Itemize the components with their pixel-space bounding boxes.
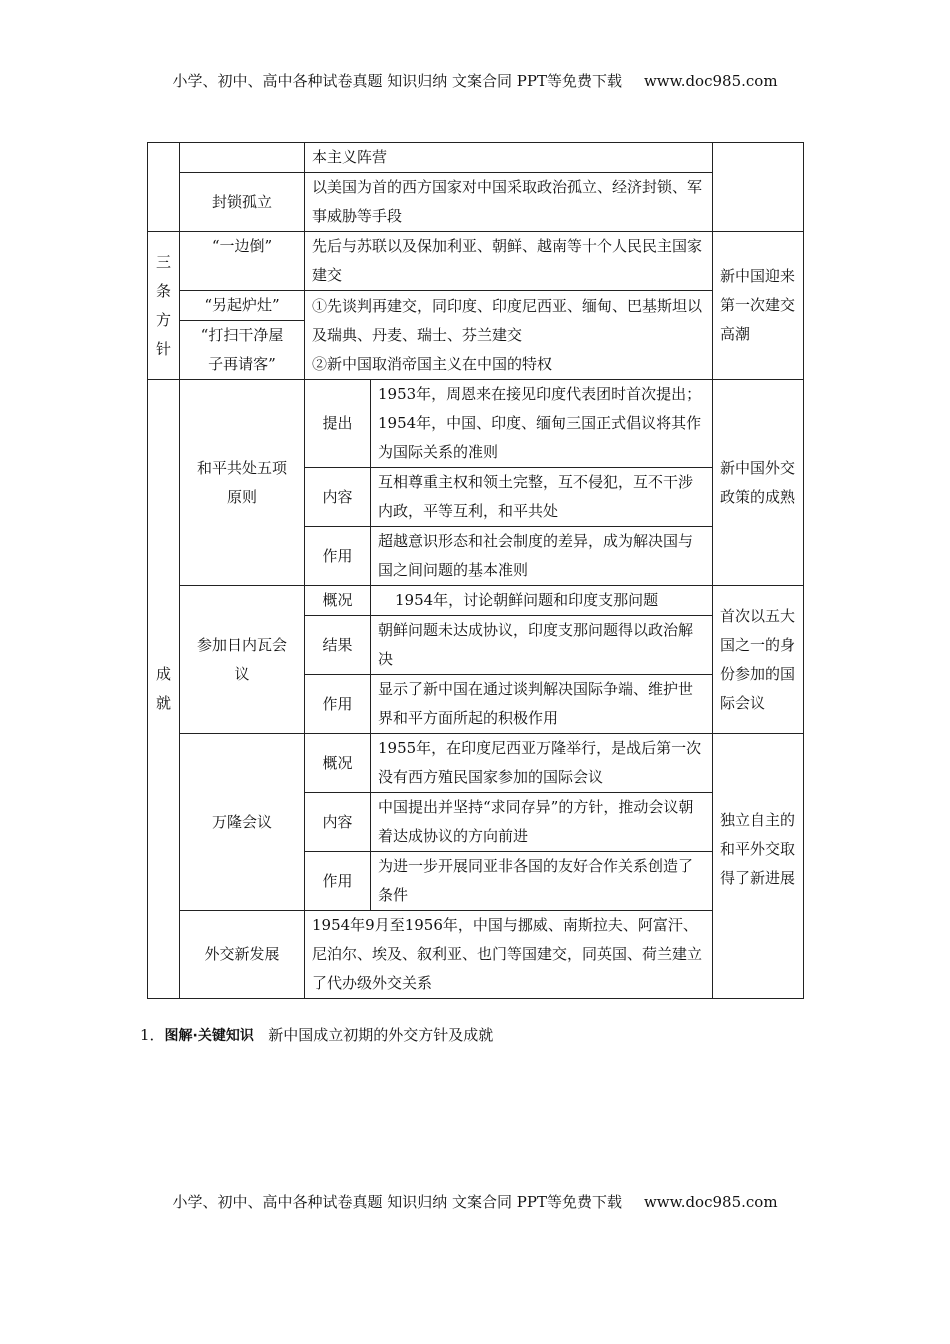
row-topic: 万隆会议 (180, 734, 305, 911)
table-row (148, 291, 804, 321)
footer-left-text: 小学、初中、高中各种试卷真题 知识归纳 文案合同 PPT等免费下载 (172, 1193, 622, 1211)
table-cell: 1955年，在印度尼西亚万隆举行，是战后第一次没有西方殖民国家参加的国际会议 (371, 734, 713, 793)
table-row (148, 586, 804, 616)
table-row (148, 232, 804, 291)
table-cell: 互相尊重主权和领土完整，互不侵犯，互不干涉内政，平等互利，和平共处 (371, 468, 713, 527)
table-row (148, 173, 804, 232)
row-key: 提出 (305, 380, 371, 468)
heading-number: 1． (140, 1026, 165, 1044)
row-topic: 和平共处五项原则 (180, 380, 305, 586)
table-cell: 1953年，周恩来在接见印度代表团时首次提出；1954年，中国、印度、缅甸三国正式倡议将其作为国际关系的准则 (371, 380, 713, 468)
page-header (0, 70, 950, 91)
table-cell: 超越意识形态和社会制度的差异，成为解决国与国之间问题的基本准则 (371, 527, 713, 586)
empty-cell (180, 143, 305, 173)
table-cell: 显示了新中国在通过谈判解决国际争端、维护世界和平方面所起的积极作用 (371, 675, 713, 734)
row-key: 作用 (305, 527, 371, 586)
row-key: 内容 (305, 468, 371, 527)
table-cell: 为进一步开展同亚非各国的友好合作关系创造了条件 (371, 852, 713, 911)
empty-cell (148, 143, 180, 232)
table-cell: 1954年，讨论朝鲜问题和印度支那问题 (371, 586, 713, 616)
table-row (148, 143, 804, 173)
header-url: www.doc985.com (643, 72, 778, 90)
page-footer (0, 1191, 950, 1212)
row-key: 概况 (305, 734, 371, 793)
section-label-text: 成就 (155, 665, 171, 712)
row-note: 新中国迎来第一次建交高潮 (713, 232, 804, 380)
diplomacy-table (147, 142, 804, 999)
row-key: 作用 (305, 852, 371, 911)
table-cell: 朝鲜问题未达成协议，印度支那问题得以政治解决 (371, 616, 713, 675)
heading-text: 新中国成立初期的外交方针及成就 (268, 1026, 494, 1044)
empty-cell (713, 143, 804, 232)
row-key: 概况 (305, 586, 371, 616)
table-cell (305, 291, 713, 380)
header-left-text: 小学、初中、高中各种试卷真题 知识归纳 文案合同 PPT等免费下载 (172, 72, 622, 90)
cell-line: ①先谈判再建交，同印度、印度尼西亚、缅甸、巴基斯坦以及瑞典、丹麦、瑞士、芬兰建交 (312, 296, 703, 344)
row-note: 新中国外交政策的成熟 (713, 380, 804, 586)
row-note: 首次以五大国之一的身份参加的国际会议 (713, 586, 804, 734)
row-key: 结果 (305, 616, 371, 675)
section-label (148, 380, 180, 999)
section-heading (140, 1024, 493, 1045)
row-topic: “一边倒” (180, 232, 305, 291)
cell-line: ②新中国取消帝国主义在中国的特权 (312, 354, 553, 373)
row-key: 内容 (305, 793, 371, 852)
row-topic: 外交新发展 (180, 911, 305, 999)
table-cell: 本主义阵营 (305, 143, 713, 173)
table-row (148, 734, 804, 793)
table-cell: 1954年9月至1956年，中国与挪威、南斯拉夫、阿富汗、尼泊尔、埃及、叙利亚、也门等国建交，同英国、荷兰建立了代办级外交关系 (305, 911, 713, 999)
section-label (148, 232, 180, 380)
heading-label: 图解·关键知识 (164, 1028, 254, 1044)
row-topic: “另起炉灶” (180, 291, 305, 321)
table-cell: 以美国为首的西方国家对中国采取政治孤立、经济封锁、军事威胁等手段 (305, 173, 713, 232)
row-topic: 参加日内瓦会议 (180, 586, 305, 734)
row-note (713, 734, 804, 999)
row-note-text: 独立自主的和平外交取得了新进展 (720, 811, 796, 887)
row-topic: “打扫干净屋子再请客” (180, 321, 305, 380)
section-label-text: 三条方针 (155, 252, 171, 358)
footer-url: www.doc985.com (643, 1193, 778, 1211)
row-key: 作用 (305, 675, 371, 734)
table-cell: 中国提出并坚持“求同存异”的方针，推动会议朝着达成协议的方向前进 (371, 793, 713, 852)
table-row (148, 911, 804, 999)
table-row (148, 380, 804, 468)
row-topic: 封锁孤立 (180, 173, 305, 232)
table-cell: 先后与苏联以及保加利亚、朝鲜、越南等十个人民民主国家建交 (305, 232, 713, 291)
